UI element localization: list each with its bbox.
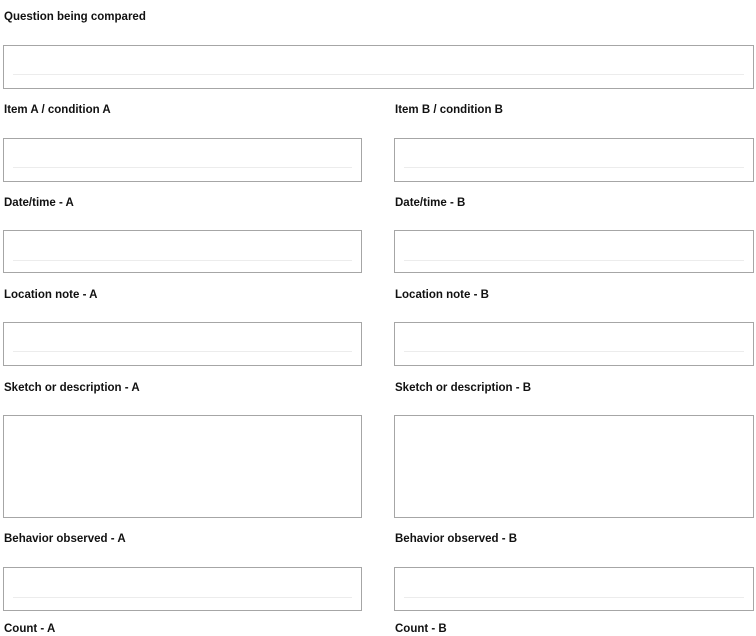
item-b-field[interactable] <box>394 138 754 182</box>
datetime-b-field[interactable] <box>394 230 754 273</box>
writing-line <box>13 351 352 352</box>
count-a-label: Count - A <box>4 623 56 635</box>
sketch-b-field[interactable] <box>394 415 754 518</box>
writing-line <box>13 167 352 168</box>
location-b-field[interactable] <box>394 322 754 366</box>
writing-line <box>13 74 744 75</box>
behavior-b-field[interactable] <box>394 567 754 611</box>
behavior-a-label: Behavior observed - A <box>4 533 126 545</box>
datetime-b-label: Date/time - B <box>395 197 466 209</box>
location-b-label: Location note - B <box>395 289 489 301</box>
location-a-field[interactable] <box>3 322 362 366</box>
item-b-label: Item B / condition B <box>395 104 503 116</box>
sketch-a-field[interactable] <box>3 415 362 518</box>
datetime-a-field[interactable] <box>3 230 362 273</box>
question-field[interactable] <box>3 45 754 89</box>
datetime-a-label: Date/time - A <box>4 197 74 209</box>
behavior-b-label: Behavior observed - B <box>395 533 518 545</box>
writing-line <box>13 260 352 261</box>
location-a-label: Location note - A <box>4 289 98 301</box>
writing-line <box>13 597 352 598</box>
behavior-a-field[interactable] <box>3 567 362 611</box>
writing-line <box>404 260 744 261</box>
writing-line <box>404 167 744 168</box>
sketch-a-label: Sketch or description - A <box>4 382 140 394</box>
item-a-field[interactable] <box>3 138 362 182</box>
writing-line <box>404 597 744 598</box>
sketch-b-label: Sketch or description - B <box>395 382 532 394</box>
item-a-label: Item A / condition A <box>4 104 111 116</box>
count-b-label: Count - B <box>395 623 447 635</box>
question-label: Question being compared <box>4 11 146 23</box>
writing-line <box>404 351 744 352</box>
